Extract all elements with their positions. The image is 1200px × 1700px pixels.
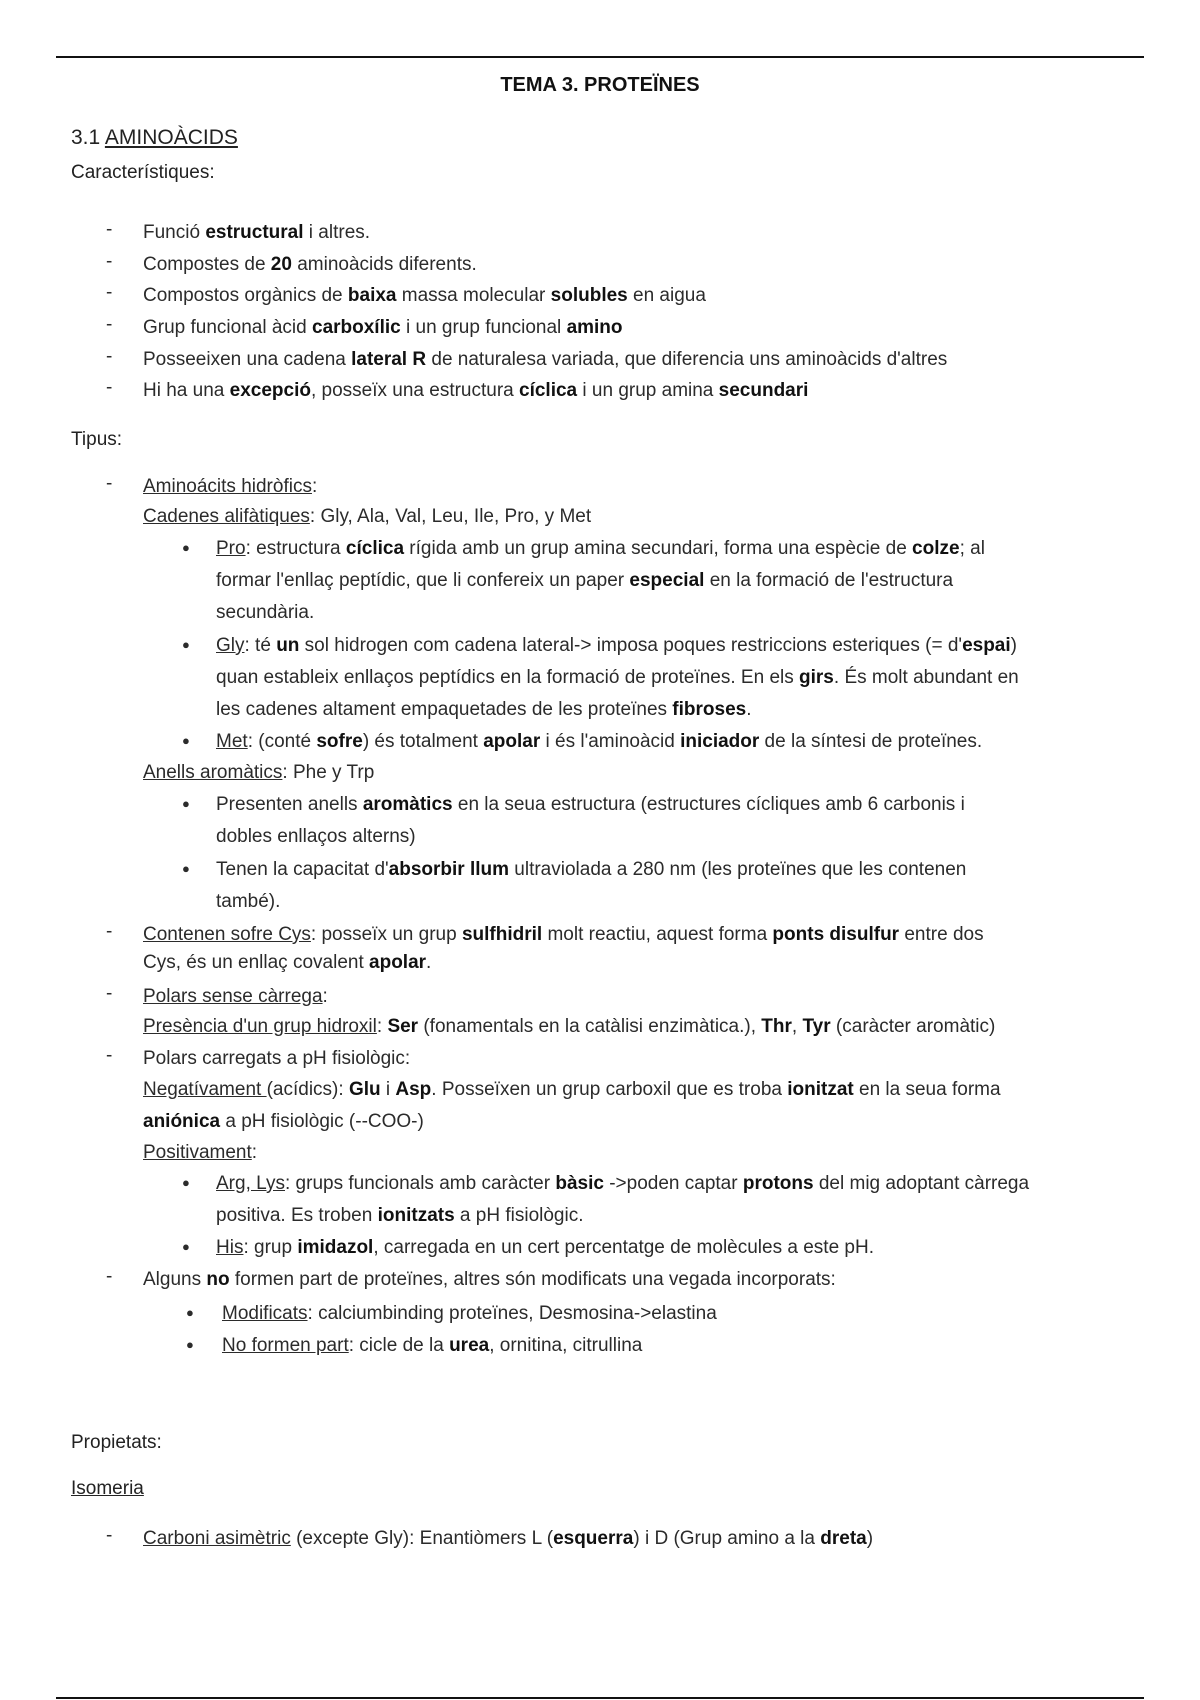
dash: - — [106, 377, 113, 398]
dash: - — [106, 1045, 113, 1066]
page-title: TEMA 3. PROTEÏNES — [500, 74, 700, 96]
dash: - — [106, 1525, 113, 1546]
caracteristica-1: Funció estructural i altres. — [143, 222, 371, 243]
bottom-rule — [56, 1697, 1144, 1699]
isomeria-heading: Isomeria — [71, 1478, 144, 1499]
alguns-line: Alguns no formen part de proteïnes, altres són modificats una vegada incorporats: — [143, 1269, 836, 1290]
caracteristica-3: Compostos orgànics de baixa massa molecular solubles en aigua — [143, 285, 706, 306]
caracteristica-4: Grup funcional àcid carboxílic i un grup funcional amino — [143, 317, 623, 338]
hidroxil-line: Presència d'un grup hidroxil: Ser (fonamentals en la catàlisi enzimàtica.), Thr, Tyr (caràcter aromàtic) — [143, 1016, 996, 1037]
section-name: AMINOÀCIDS — [104, 126, 238, 149]
arglys-item: Arg, Lys: grups funcionals amb caràcter bàsic ->poden captar protons del mig adoptant càrrega positiva. Es troben ionitzats a pH fisiològic. — [216, 1173, 1030, 1226]
dash: - — [106, 473, 113, 494]
cys-item: Contenen sofre Cys: posseïx un grup sulfhidril molt reactiu, aquest forma ponts disulfur entre dos Cys, és un enllaç covalent apolar. — [143, 924, 984, 973]
caracteristica-5: Posseeixen una cadena lateral R de naturalesa variada, que diferencia uns aminoàcids d'altres — [143, 349, 948, 370]
positiu-line: Positivament: — [143, 1142, 258, 1163]
polars-carregats: Polars carregats a pH fisiològic: — [143, 1048, 411, 1069]
caracteristica-6: Hi ha una excepció, posseïx una estructura cíclica i un grup amina secundari — [143, 380, 809, 401]
his-item: His: grup imidazol, carregada en un cert percentatge de molècules a este pH. — [216, 1237, 874, 1258]
bullet: ● — [182, 861, 190, 876]
tipus-label: Tipus: — [71, 429, 123, 450]
pro-item: Pro: estructura cíclica rígida amb un grup amina secundari, forma una espècie de colze; al formar l'enllaç peptídic, que li confereix un paper especial en la formació de l'estructura secundària. — [216, 538, 985, 623]
dash: - — [106, 1266, 113, 1287]
aromatics-item-2: Tenen la capacitat d'absorbir llum ultraviolada a 280 nm (les proteïnes que les contenen també). — [216, 859, 967, 912]
gly-item: Gly: té un sol hidrogen com cadena lateral-> imposa poques restriccions esteriques (= d'espai) quan estableix enllaços peptídics en la formació de proteïnes. En els girs. És molt abundant en les cadenes altament empaquetades de les proteïnes fibroses. — [216, 635, 1019, 720]
polars-sense-carrega: Polars sense càrrega: — [143, 986, 328, 1007]
bullet: ● — [182, 1239, 190, 1254]
bullet: ● — [186, 1305, 194, 1320]
alifatiques-line: Cadenes alifàtiques: Gly, Ala, Val, Leu, Ile, Pro, y Met — [143, 506, 592, 527]
negatiu-item: Negatívament (acídics): Glu i Asp. Posseïxen un grup carboxil que es troba ionitzat en la seua forma aniónica a pH fisiològic (--COO-) — [143, 1079, 1001, 1132]
caracteristiques-label: Característiques: — [71, 162, 215, 183]
carboni-line: Carboni asimètric (excepte Gly): Enantiòmers L (esquerra) i D (Grup amino a la dreta) — [143, 1528, 874, 1549]
met-item: Met: (conté sofre) és totalment apolar i és l'aminoàcid iniciador de la síntesi de proteïnes. — [216, 731, 983, 752]
noformen-item: No formen part: cicle de la urea, ornitina, citrullina — [222, 1335, 643, 1356]
aromatics-line: Anells aromàtics: Phe y Trp — [143, 762, 375, 783]
dash: - — [106, 251, 113, 272]
dash: - — [106, 921, 113, 942]
caracteristica-2: Compostes de 20 aminoàcids diferents. — [143, 254, 477, 275]
bullet: ● — [182, 637, 190, 652]
bullet: ● — [182, 733, 190, 748]
top-rule — [56, 56, 1144, 58]
hidrofics-heading: Aminoácits hidròfics: — [143, 476, 318, 497]
section-number: 3.1 — [71, 126, 101, 149]
bullet: ● — [182, 796, 190, 811]
section-heading — [71, 126, 238, 150]
dash: - — [106, 219, 113, 240]
dash: - — [106, 346, 113, 367]
aromatics-item-1: Presenten anells aromàtics en la seua estructura (estructures cícliques amb 6 carbonis i dobles enllaços alterns) — [216, 794, 965, 847]
bullet: ● — [186, 1337, 194, 1352]
dash: - — [106, 983, 113, 1004]
propietats-label: Propietats: — [71, 1432, 162, 1453]
dash: - — [106, 314, 113, 335]
dash: - — [106, 282, 113, 303]
bullet: ● — [182, 540, 190, 555]
modificats-item: Modificats: calciumbinding proteïnes, Desmosina->elastina — [222, 1303, 717, 1324]
bullet: ● — [182, 1175, 190, 1190]
